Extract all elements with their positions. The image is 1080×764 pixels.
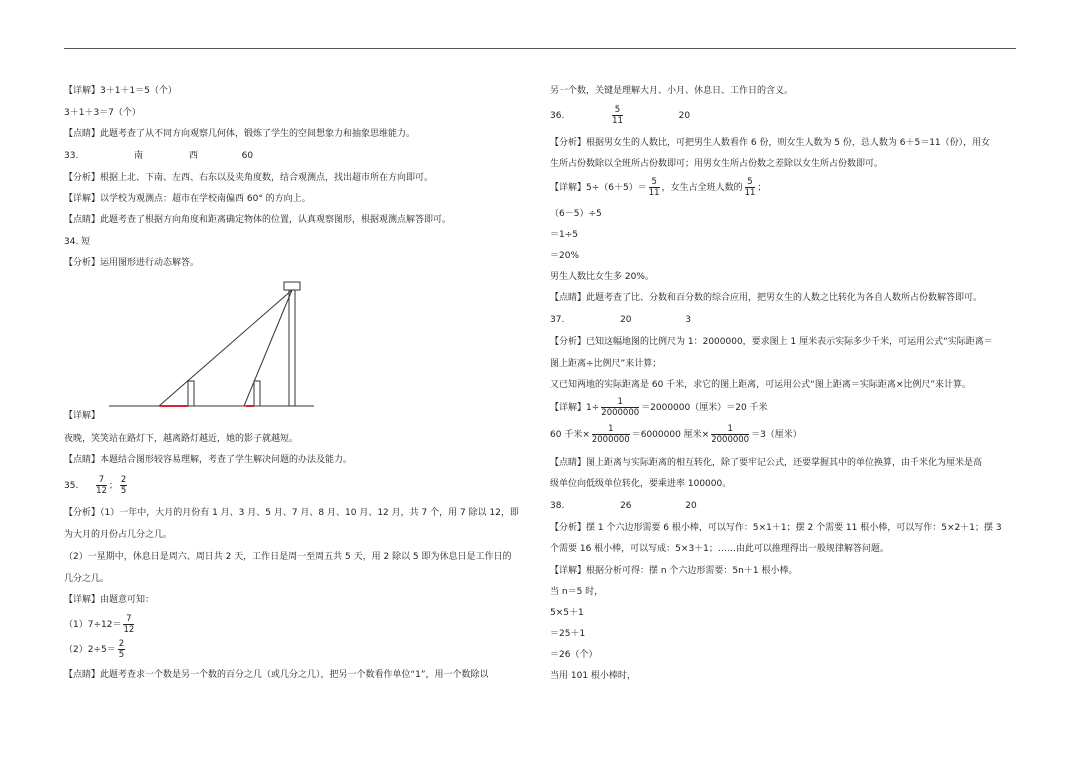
question-37 xyxy=(550,314,691,326)
equation-text: 60 千米× xyxy=(550,430,590,440)
fraction xyxy=(123,614,134,635)
text-line: ＝26（个） xyxy=(550,650,598,660)
fraction xyxy=(745,177,756,198)
text-line: 【分析】已知这幅地图的比例尺为 1：2000000，要求图上 1 厘米表示实际多少千米，可运用公式“实际距离＝ xyxy=(550,337,993,347)
equation-line xyxy=(550,397,768,418)
answer-blank: 20 xyxy=(620,315,632,325)
text-line: 5×5＋1 xyxy=(550,608,584,618)
answer-blank: 3 xyxy=(685,315,692,325)
equation-text: ＝3（厘米） xyxy=(751,430,802,440)
text-line: 【点睛】本题结合图形较容易理解，考查了学生解决问题的办法及能力。 xyxy=(64,455,353,465)
header-rule xyxy=(64,48,1016,49)
equation-line xyxy=(64,614,136,635)
numerator: 5 xyxy=(649,177,660,188)
text-line: 【分析】（1）一年中，大月的月份有 1 月、3 月、5 月、7 月、8 月、10 月、12 月，共 7 个，用 7 除以 12，即 xyxy=(64,508,519,518)
denominator: 2000000 xyxy=(601,408,640,418)
numerator: 2 xyxy=(120,475,127,485)
numerator: 1 xyxy=(711,424,749,435)
answer-blank: 20 xyxy=(685,501,697,511)
text-line: 【分析】摆 1 个六边形需要 6 根小棒，可以写作：5×1＋1；摆 2 个需要 11 根小棒，可以写作：5×2＋1；摆 3 xyxy=(550,523,1002,533)
text-line: 图上距离÷比例尺”来计算； xyxy=(550,359,662,369)
denominator: 5 xyxy=(118,650,125,660)
text-line: 【点睛】此题考查了从不同方向观察几何体，锻炼了学生的空间想象力和抽象思维能力。 xyxy=(64,129,416,139)
numerator: 7 xyxy=(123,614,134,625)
question-35 xyxy=(64,475,129,496)
question-number: 35. xyxy=(64,481,79,491)
text-line: 【点睛】此题考查求一个数是另一个数的百分之几（或几分之几），把另一个数看作单位“1”，用一个数除以 xyxy=(64,670,489,680)
answer-blank: 60 xyxy=(241,151,254,161)
streetlight-diagram xyxy=(104,278,324,412)
denominator: 2000000 xyxy=(591,435,630,445)
text-line: ＝20% xyxy=(550,251,580,261)
text-line: ＝25＋1 xyxy=(550,629,586,639)
equation-text: ，女生占全班人数的 xyxy=(661,183,743,193)
fraction xyxy=(120,475,127,496)
text-line: 为大月的月份占几分之几。 xyxy=(64,530,173,540)
denominator: 11 xyxy=(744,188,756,198)
equation-text: 【详解】5÷（6＋5）＝ xyxy=(550,183,647,193)
equation-text: ＝2000000（厘米）＝20 千米 xyxy=(641,403,768,413)
question-number: 38. xyxy=(550,501,565,511)
text-line: 34. 短 xyxy=(64,237,91,247)
numerator: 5 xyxy=(745,177,756,188)
text-line: （6－5）÷5 xyxy=(550,209,602,219)
text-line: 【详解】 xyxy=(64,411,101,421)
text-line: 男生人数比女生多 20%。 xyxy=(550,272,654,282)
fraction xyxy=(96,475,107,496)
question-38 xyxy=(550,500,697,512)
fraction xyxy=(612,105,623,126)
fraction xyxy=(649,177,660,198)
fraction xyxy=(592,424,630,445)
question-36 xyxy=(550,105,690,126)
fraction xyxy=(601,397,639,418)
denominator: 11 xyxy=(648,188,660,198)
question-33 xyxy=(64,150,253,162)
question-number: 37. xyxy=(550,315,565,325)
numerator: 7 xyxy=(96,475,107,486)
numerator: 2 xyxy=(118,639,125,649)
text-line: 当用 101 根小棒时， xyxy=(550,671,636,681)
denominator: 5 xyxy=(120,486,127,496)
equation-text: 【详解】1÷ xyxy=(550,403,600,413)
answer-blank: 西 xyxy=(188,151,198,161)
equation-text: ； xyxy=(757,183,767,193)
text-line: 【分析】运用图形进行动态解答。 xyxy=(64,258,200,268)
numerator: 1 xyxy=(601,397,639,408)
denominator: 12 xyxy=(123,625,135,635)
text-line: 夜晚，笑笑站在路灯下，越离路灯越近，她的影子就越短。 xyxy=(64,434,299,444)
answer-blank: 20 xyxy=(678,111,691,121)
text-line: 几分之几。 xyxy=(64,574,110,584)
fraction xyxy=(711,424,749,445)
text-line: 生所占份数除以全班所占份数即可；用男女生所占份数之差除以女生所占份数即可。 xyxy=(550,159,884,169)
denominator: 12 xyxy=(96,486,107,496)
text-line: ＝1÷5 xyxy=(550,230,578,240)
equation-line xyxy=(550,424,802,445)
question-number: 33. xyxy=(64,151,79,161)
text-line: 另一个数，关键是理解大月、小月、休息日、工作日的含义。 xyxy=(550,86,794,96)
text-line: （2）一星期中，休息日是周六、周日共 2 天，工作日是周一至周五共 5 天，用 2 除以 5 即为休息日是工作日的 xyxy=(64,552,512,562)
text-line: 【点睛】此题考查了比、分数和百分数的综合应用，把男女生的人数之比转化为各自人数所占份数解答即可。 xyxy=(550,293,983,303)
text-line: 级单位向低级单位转化，要乘进率 100000。 xyxy=(550,479,732,489)
text-line: 3＋1＋3＝7（个） xyxy=(64,108,141,118)
equation-line xyxy=(64,639,127,660)
equation-text: ＝6000000 厘米× xyxy=(631,430,710,440)
text-line: 【详解】3＋1＋1＝5（个） xyxy=(64,86,177,96)
fraction xyxy=(118,639,125,660)
text-line: 【详解】根据分析可得：摆 n 个六边形需要：5n＋1 根小棒。 xyxy=(550,566,798,576)
question-number: 36. xyxy=(550,111,565,121)
text-line: 当 n＝5 时， xyxy=(550,587,604,597)
separator: ； xyxy=(108,481,118,491)
text-line: 【分析】根据上北、下南、左西、右东以及夹角度数，结合观测点，找出超市所在方向即可。 xyxy=(64,173,434,183)
numerator: 5 xyxy=(612,105,623,116)
text-line: 【点睛】此题考查了根据方向角度和距离确定物体的位置，认真观察图形，根据观测点解答即可。 xyxy=(64,215,452,225)
answer-blank: 南 xyxy=(134,151,144,161)
text-line: 【点睛】图上距离与实际距离的相互转化，除了要牢记公式，还要掌握其中的单位换算，由千米化为厘米是高 xyxy=(550,458,983,468)
denominator: 11 xyxy=(612,116,623,126)
text-line: 个需要 16 根小棒，可以写成：5×3＋1；……由此可以推理得出一般规律解答问题。 xyxy=(550,544,889,554)
text-line: 【分析】根据男女生的人数比，可把男生人数看作 6 份，则女生人数为 5 份，总人数为 6＋5＝11（份），用女 xyxy=(550,138,991,148)
text-line: 【详解】以学校为观测点：超市在学校南偏西 60° 的方向上。 xyxy=(64,194,311,204)
equation-text: （1）7÷12＝ xyxy=(64,620,122,630)
equation-text: （2）2÷5＝ xyxy=(64,645,116,655)
text-line: 【详解】由题意可知： xyxy=(64,595,155,605)
numerator: 1 xyxy=(592,424,630,435)
equation-line xyxy=(550,177,766,198)
denominator: 2000000 xyxy=(711,435,750,445)
text-line: 又已知两地的实际距离是 60 千米，求它的图上距离，可运用公式“图上距离＝实际距离×比例尺”来计算。 xyxy=(550,380,972,390)
answer-blank: 26 xyxy=(620,501,632,511)
